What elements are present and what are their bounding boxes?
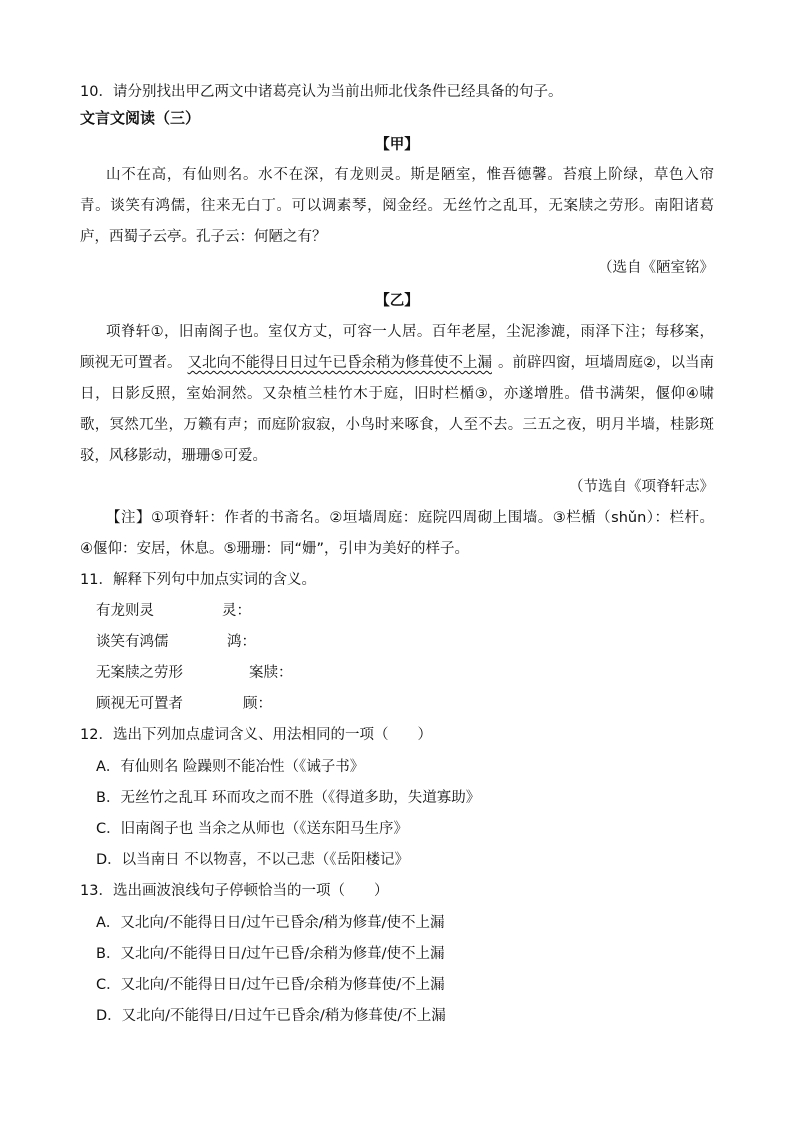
passage-yi-text: 。前辟四窗，垣墙周庭②，以当南 xyxy=(498,355,714,371)
passage-jia-heading: 【甲】 xyxy=(375,137,419,153)
passage-jia-line: 山不在高，有仙则名。水不在深，有龙则灵。斯是陋室，惟吾德馨。苔痕上阶绿，草色入帘 xyxy=(106,167,714,183)
q13-option-c: C．又北向/不能得日日/过午已昏/余稍为修葺使/不上漏 xyxy=(96,977,445,993)
passage-yi-heading: 【乙】 xyxy=(375,293,419,309)
passage-yi-source: （节选自《项脊轩志》 xyxy=(569,479,714,495)
passage-yi-line: 歌，冥然兀坐，万籁有声；而庭阶寂寂，小鸟时来啄食，人至不去。三五之夜，明月半墙，桂影斑 xyxy=(80,417,714,433)
passage-yi-line: 驳，风移影动，珊珊⑤可爱。 xyxy=(80,448,267,464)
q13-option-a: A．又北向/不能得日日/过午已昏余/稍为修葺/使不上漏 xyxy=(96,915,445,931)
q11-sentence: 无案牍之劳形 xyxy=(96,665,183,681)
q11-word: 灵： xyxy=(222,603,251,619)
q11-sentence: 有龙则灵 xyxy=(96,603,154,619)
q12-option-b: B．无丝竹之乱耳 环而攻之而不胜（《得道多助，失道寡助》 xyxy=(96,790,481,806)
q13-option-b: B．又北向/不能得日日/过午已昏/余稍为修葺/使不上漏 xyxy=(96,946,445,962)
passage-jia-line: 青。谈笑有鸿儒，往来无白丁。可以调素琴，阅金经。无丝竹之乱耳，无案牍之劳形。南阳诸葛 xyxy=(80,198,714,214)
q12-option-c: C．旧南阁子也 当余之从师也（《送东阳马生序》 xyxy=(96,821,408,837)
q11-word: 鸿： xyxy=(227,634,256,650)
note-line: ④偃仰：安居，休息。⑤珊珊：同“姗”，引申为美好的样子。 xyxy=(80,541,470,557)
q11-sentence: 顾视无可置者 xyxy=(96,696,183,712)
q13-option-d: D．又北向/不能得日/日过午已昏余/稍为修葺使/不上漏 xyxy=(96,1008,446,1024)
q11-word: 顾： xyxy=(243,696,272,712)
passage-yi-line xyxy=(80,353,714,373)
passage-jia-line: 庐，西蜀子云亭。孔子云：何陋之有？ xyxy=(80,229,327,245)
section-title: 文言文阅读（三） xyxy=(80,109,201,127)
q12-option-d: D．以当南日 不以物喜，不以己悲（《岳阳楼记》 xyxy=(96,852,410,868)
q11-sentence: 谈笑有鸿儒 xyxy=(96,634,169,650)
note-line: 【注】①项脊轩：作者的书斋名。②垣墙周庭：庭院四周砌上围墙。③栏楯（shǔn）：栏杆。 xyxy=(106,510,714,526)
question-12-stem: 12．选出下列加点虚词含义、用法相同的一项（ ） xyxy=(80,727,432,743)
q12-option-a: A．有仙则名 险躁则不能冶性（《诫子书》 xyxy=(96,759,365,775)
q11-word: 案牍： xyxy=(249,665,293,681)
passage-yi-line: 项脊轩①，旧南阁子也。室仅方丈，可容一人居。百年老屋，尘泥渗漉，雨泽下注；每移案， xyxy=(106,324,714,340)
passage-yi-text: 顾视无可置者。 xyxy=(80,355,182,371)
passage-yi-line: 日，日影反照，室始洞然。又杂植兰桂竹木于庭，旧时栏楯③，亦遂增胜。借书满架，偃仰④啸 xyxy=(80,386,714,402)
question-13-stem: 13．选出画波浪线句子停顿恰当的一项（ ） xyxy=(80,883,389,899)
question-11-stem: 11．解释下列句中加点实词的含义。 xyxy=(80,572,316,588)
passage-jia-source: （选自《陋室铭》 xyxy=(598,260,714,276)
wavy-underlined-sentence: 又北向不能得日日过午已昏余稍为修葺使不上漏 xyxy=(187,355,492,371)
question-10: 10．请分别找出甲乙两文中诸葛亮认为当前出师北伐条件已经具备的句子。 xyxy=(80,84,563,100)
